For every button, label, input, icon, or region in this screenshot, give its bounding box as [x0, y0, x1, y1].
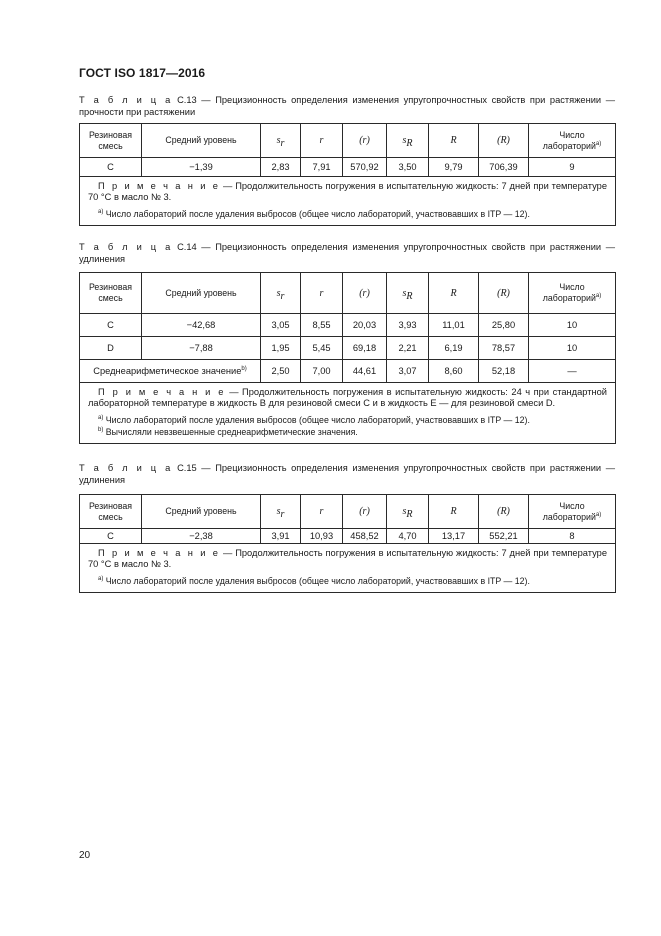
note-text: — Продолжительность погружения в испытательную жидкость: 7 дней при температуре 70 °C в масло № 3. [88, 548, 607, 569]
page-number: 20 [79, 850, 91, 861]
cell-level: −2,38 [142, 529, 261, 544]
footnote-a-mark: a) [98, 209, 104, 216]
cell-r: 7,00 [301, 360, 343, 383]
table-note [80, 177, 616, 226]
cell-sr: 2,83 [261, 158, 301, 177]
table-14 [79, 272, 616, 444]
table-row [80, 314, 616, 337]
cell-R-paren: 25,80 [479, 314, 529, 337]
cell-labs: 9 [529, 158, 616, 177]
cell-mix: C [80, 314, 142, 337]
col-sr: $s_r$ [261, 273, 301, 314]
col-sR: $s_R$ [387, 495, 429, 529]
cell-labs: 10 [529, 314, 616, 337]
cell-r: 5,45 [301, 337, 343, 360]
table-13 [79, 123, 616, 226]
col-r-paren: (r) [343, 124, 387, 158]
col-r: r [301, 495, 343, 529]
footnote-a: Число лабораторий после удаления выбросов (общее число лабораторий, участвовавших в ITP — 12). [103, 576, 530, 586]
cell-r: 10,93 [301, 529, 343, 544]
table-header-row [80, 124, 616, 158]
table-mean-row [80, 360, 616, 383]
table-13-title: С.13 — Прецизионность определения изменения упругопрочностных свойств при растяжении — прочности при растяжении [79, 95, 615, 117]
table-15 [79, 494, 616, 593]
col-labs: Число лабораторий$^{a)}$ [529, 495, 616, 529]
cell-sR: 4,70 [387, 529, 429, 544]
table-13-caption [79, 95, 615, 118]
table-row [80, 529, 616, 544]
cell-sR: 3,07 [387, 360, 429, 383]
table-row [80, 158, 616, 177]
table-header-row [80, 273, 616, 314]
cell-r-paren: 570,92 [343, 158, 387, 177]
cell-mix: C [80, 158, 142, 177]
table-13-label: Т а б л и ц а [79, 95, 173, 105]
col-sR: $s_R$ [387, 124, 429, 158]
col-R: R [429, 495, 479, 529]
document-header: ГОСТ ISO 1817—2016 [79, 66, 206, 80]
cell-R: 9,79 [429, 158, 479, 177]
col-level: Средний уровень [142, 124, 261, 158]
table-note [80, 383, 616, 444]
col-level: Средний уровень [142, 495, 261, 529]
note-label: П р и м е ч а н и е [98, 387, 226, 397]
footnote-b-mark: b) [98, 427, 104, 434]
cell-r-paren: 44,61 [343, 360, 387, 383]
cell-R-paren: 78,57 [479, 337, 529, 360]
note-text: — Продолжительность погружения в испытательную жидкость: 7 дней при температуре 70 °C в масло № 3. [88, 181, 607, 202]
cell-R: 11,01 [429, 314, 479, 337]
note-label: П р и м е ч а н и е [98, 181, 221, 191]
footnote-a-mark: a) [98, 415, 104, 422]
col-r-paren: (r) [343, 495, 387, 529]
table-14-label: Т а б л и ц а [79, 242, 173, 252]
table-row [80, 337, 616, 360]
cell-r: 8,55 [301, 314, 343, 337]
cell-r-paren: 69,18 [343, 337, 387, 360]
col-R-paren: (R) [479, 273, 529, 314]
cell-R: 13,17 [429, 529, 479, 544]
cell-R-paren: 552,21 [479, 529, 529, 544]
cell-sR: 3,50 [387, 158, 429, 177]
cell-R-paren: 52,18 [479, 360, 529, 383]
table-15-title: С.15 — Прецизионность определения изменения упругопрочностных свойств при растяжении — удлинения [79, 463, 615, 485]
col-sr: $s_r$ [261, 495, 301, 529]
cell-R: 8,60 [429, 360, 479, 383]
cell-sr: 3,91 [261, 529, 301, 544]
cell-level: −42,68 [142, 314, 261, 337]
cell-r-paren: 458,52 [343, 529, 387, 544]
cell-labs: 10 [529, 337, 616, 360]
cell-labs: 8 [529, 529, 616, 544]
footnote-b: Вычисляли невзвешенные среднеарифметические значения. [103, 427, 358, 437]
footnote-a: Число лабораторий после удаления выбросов (общее число лабораторий, участвовавших в ITP — 12). [103, 209, 530, 219]
table-15-label: Т а б л и ц а [79, 463, 173, 473]
cell-R: 6,19 [429, 337, 479, 360]
cell-sR: 2,21 [387, 337, 429, 360]
cell-sr: 3,05 [261, 314, 301, 337]
col-labs: Число лабораторий$^{a)}$ [529, 273, 616, 314]
cell-mix: D [80, 337, 142, 360]
cell-r-paren: 20,03 [343, 314, 387, 337]
cell-level: −1,39 [142, 158, 261, 177]
table-14-caption [79, 242, 615, 265]
cell-mix: C [80, 529, 142, 544]
cell-labs: — [529, 360, 616, 383]
col-sR: $s_R$ [387, 273, 429, 314]
col-R: R [429, 273, 479, 314]
col-R-paren: (R) [479, 124, 529, 158]
table-note-row [80, 383, 616, 444]
col-r: r [301, 124, 343, 158]
cell-sR: 3,93 [387, 314, 429, 337]
col-mix: Резиновая смесь [80, 273, 142, 314]
cell-r: 7,91 [301, 158, 343, 177]
cell-R-paren: 706,39 [479, 158, 529, 177]
cell-sr: 2,50 [261, 360, 301, 383]
col-R: R [429, 124, 479, 158]
table-header-row [80, 495, 616, 529]
table-note-row [80, 177, 616, 226]
col-r-paren: (r) [343, 273, 387, 314]
table-note [80, 544, 616, 593]
col-level: Средний уровень [142, 273, 261, 314]
col-mix: Резиновая смесь [80, 495, 142, 529]
table-14-title: С.14 — Прецизионность определения изменения упругопрочностных свойств при растяжении — удлинения [79, 242, 615, 264]
footnote-a-mark: a) [98, 576, 104, 583]
footnote-a: Число лабораторий после удаления выбросов (общее число лабораторий, участвовавших в ITP — 12). [103, 415, 530, 425]
col-sr: $s_r$ [261, 124, 301, 158]
col-R-paren: (R) [479, 495, 529, 529]
col-r: r [301, 273, 343, 314]
note-label: П р и м е ч а н и е [98, 548, 221, 558]
col-labs: Число лабораторий$^{a)}$ [529, 124, 616, 158]
cell-level: −7,88 [142, 337, 261, 360]
note-text: — Продолжительность погружения в испытательную жидкость: 24 ч при стандартной лабораторной температуре в жидкость B для резиновой смеси C и в жидкость E — для резиновой смеси D. [88, 387, 607, 408]
col-mix: Резиновая смесь [80, 124, 142, 158]
cell-sr: 1,95 [261, 337, 301, 360]
table-note-row [80, 544, 616, 593]
cell-mean-label: Среднеарифметическое значение$^{b)}$ [80, 360, 261, 383]
table-15-caption [79, 463, 615, 486]
